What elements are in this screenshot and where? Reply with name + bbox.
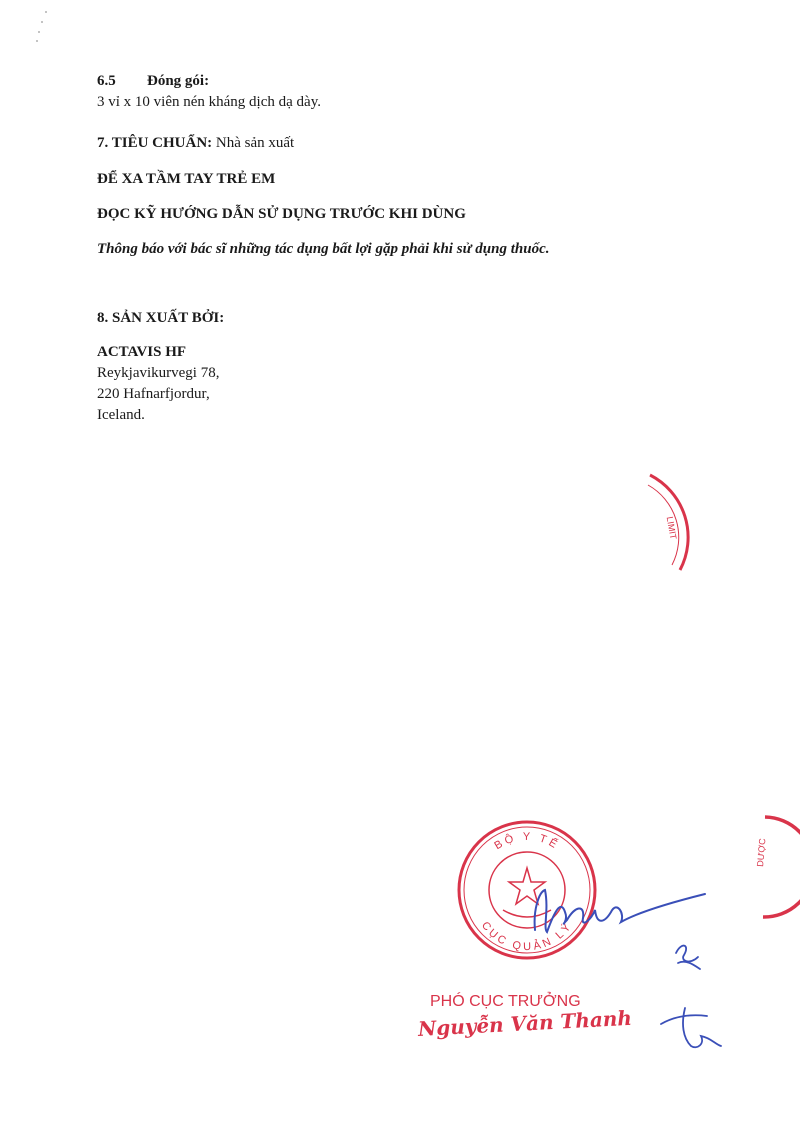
address-line-1: Reykjavikurvegi 78, xyxy=(97,365,220,381)
warning-notify-doctor: Thông báo với bác sĩ những tác dụng bất lợi gặp phải khi sử dụng thuốc. xyxy=(97,241,550,257)
partial-stamp-bottom-text: DƯỢC xyxy=(755,838,768,868)
scan-speckles xyxy=(30,8,60,48)
seal-text-top: BỘ Y TẾ xyxy=(492,830,562,853)
packaging-text: 3 vỉ x 10 viên nén kháng dịch dạ dày. xyxy=(97,94,321,110)
address-line-2: 220 Hafnarfjordur, xyxy=(97,386,210,402)
seal-text-bottom: CỤC QUẢN LÝ xyxy=(478,919,576,954)
section-6-5-number: 6.5 xyxy=(97,73,116,89)
partial-stamp-right-bottom xyxy=(735,812,800,922)
signatory-title: PHÓ CỤC TRƯỞNG xyxy=(430,993,581,1010)
warning-keep-away: ĐỂ XA TẦM TAY TRẺ EM xyxy=(97,171,276,187)
handwritten-initial-1 xyxy=(668,935,708,975)
handwritten-initial-2 xyxy=(655,1000,735,1060)
section-7-heading: 7. TIÊU CHUẨN: xyxy=(97,135,213,151)
warning-read-instructions: ĐỌC KỸ HƯỚNG DẪN SỬ DỤNG TRƯỚC KHI DÙNG xyxy=(97,206,466,222)
section-7-line xyxy=(97,134,294,152)
address-line-3: Iceland. xyxy=(97,407,145,423)
section-8-heading: 8. SẢN XUẤT BỞI: xyxy=(97,310,225,326)
partial-stamp-mid-text: LIMIT xyxy=(664,515,679,541)
manufacturer-name: ACTAVIS HF xyxy=(97,344,187,360)
signatory-name: Nguyễn Văn Thanh xyxy=(417,1005,633,1041)
section-6-5-heading: Đóng gói: xyxy=(147,73,210,89)
section-7-value: Nhà sản xuất xyxy=(215,135,295,151)
partial-stamp-right-mid xyxy=(640,470,700,580)
